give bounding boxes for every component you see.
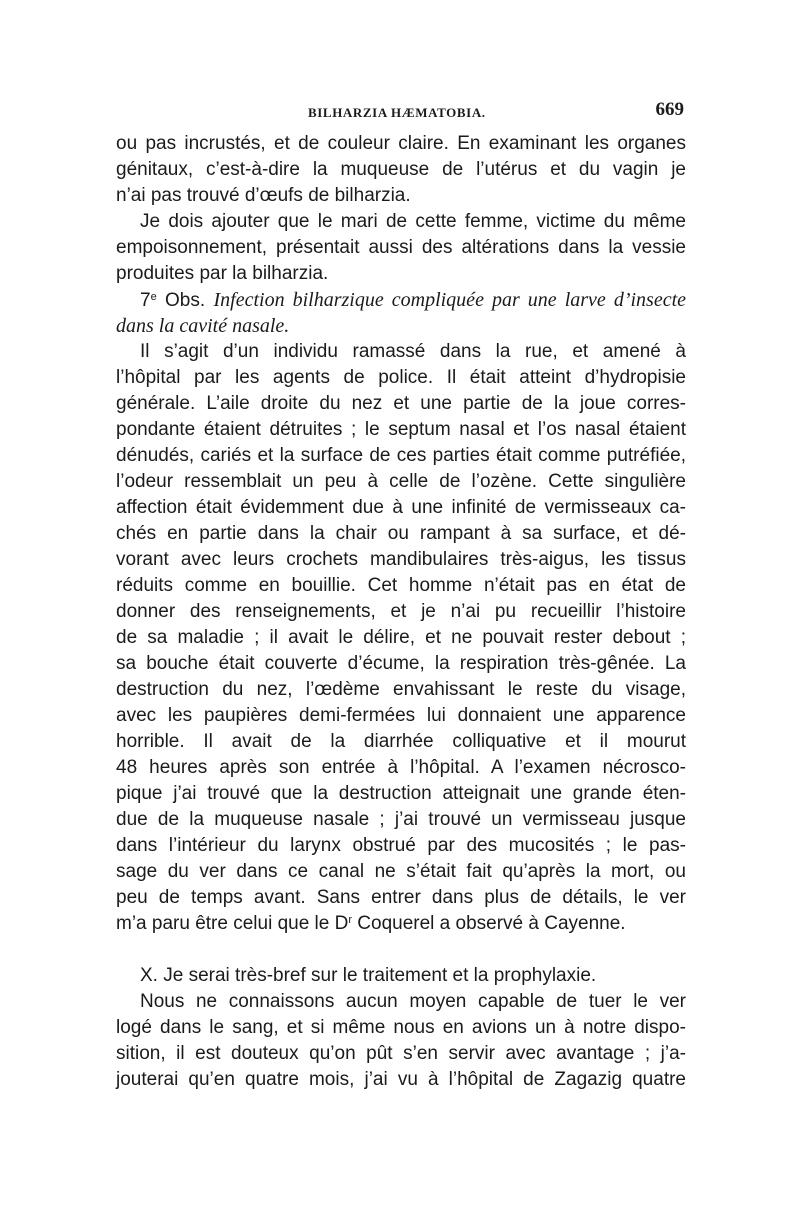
observation-title: Infection bilharzique compliquée par une larve d’insecte bbox=[213, 289, 687, 311]
section-gap bbox=[116, 937, 686, 963]
text-line: chés en partie dans la chair ou rampant à sa surface, et dé- bbox=[116, 523, 686, 544]
text-line: due de la muqueuse nasale ; j’ai trouvé un vermisseau jusque bbox=[116, 809, 686, 830]
running-head: BILHARZIA HÆMATOBIA. bbox=[308, 105, 486, 120]
page-header bbox=[118, 97, 684, 127]
text-line: pondante étaient détruites ; le septum nasal et l’os nasal étaient bbox=[116, 419, 686, 440]
text-line: Il s’agit d’un individu ramassé dans la rue, et amené à bbox=[140, 341, 686, 362]
text-line: réduits comme en bouillie. Cet homme n’était pas en état de bbox=[116, 575, 686, 596]
text-line: jouterai qu’en quatre mois, j’ai vu à l’hôpital de Zagazig quatre bbox=[116, 1069, 686, 1090]
text-line: produites par la bilharzia. bbox=[116, 263, 329, 284]
doctor-abbrev-superscript: r bbox=[348, 914, 353, 926]
text-line: génitaux, c’est-à-dire la muqueuse de l’utérus et du vagin je bbox=[116, 159, 686, 180]
text-line: ou pas incrustés, et de couleur claire. En examinant les organes bbox=[116, 133, 686, 154]
text-line: pique j’ai trouvé que la destruction atteignait une grande éten- bbox=[116, 783, 686, 804]
observation-heading bbox=[116, 287, 686, 313]
observation-title-continued: dans la cavité nasale. bbox=[116, 315, 290, 337]
text-line-part: m’a paru être celui que le D bbox=[116, 913, 349, 934]
text-line bbox=[116, 911, 686, 937]
text-line: logé dans le sang, et si même nous en avions un à notre dispo- bbox=[116, 1017, 686, 1038]
observation-number-superscript: e bbox=[150, 291, 157, 303]
text-line: avec les paupières demi-fermées lui donnaient une apparence bbox=[116, 705, 686, 726]
text-line: horrible. Il avait de la diarrhée colliquative et il mourut bbox=[116, 731, 686, 752]
text-line: n’ai pas trouvé d’œufs de bilharzia. bbox=[116, 185, 411, 206]
page-number: 669 bbox=[655, 99, 684, 120]
text-line: l’odeur ressemblait un peu à celle de l’ozène. Cette singulière bbox=[116, 471, 686, 492]
text-line: l’hôpital par les agents de police. Il était atteint d’hydropisie bbox=[116, 367, 686, 388]
text-line: donner des renseignements, et je n’ai pu recueillir l’histoire bbox=[116, 601, 686, 622]
text-line: sage du ver dans ce canal ne s’était fait qu’après la mort, ou bbox=[116, 861, 686, 882]
page-body bbox=[116, 131, 686, 1093]
text-line: Je dois ajouter que le mari de cette femme, victime du même bbox=[140, 211, 686, 232]
section-heading: X. Je serai très-bref sur le traitement et la prophylaxie. bbox=[140, 965, 597, 986]
text-line: empoisonnement, présentait aussi des altérations dans la vessie bbox=[116, 237, 686, 258]
text-line: 48 heures après son entrée à l’hôpital. A l’examen nécrosco- bbox=[116, 757, 686, 778]
text-line: affection était évidemment due à une infinité de vermisseaux ca- bbox=[116, 497, 686, 518]
text-line: générale. L’aile droite du nez et une partie de la joue corres- bbox=[116, 393, 686, 414]
text-line: destruction du nez, l’œdème envahissant le reste du visage, bbox=[116, 679, 686, 700]
text-line: sa bouche était couverte d’écume, la respiration très-gênée. La bbox=[116, 653, 686, 674]
text-line: Nous ne connaissons aucun moyen capable de tuer le ver bbox=[140, 991, 686, 1012]
text-line: vorant avec leurs crochets mandibulaires très-aigus, les tissus bbox=[116, 549, 686, 570]
observation-label: Obs. bbox=[156, 290, 206, 311]
text-line: dénudés, cariés et la surface de ces parties était comme putréfiée, bbox=[116, 445, 686, 466]
observation-number: 7 bbox=[140, 290, 151, 311]
text-line: sition, il est douteux qu’on pût s’en servir avec avantage ; j’a- bbox=[116, 1043, 686, 1064]
text-line-part: Coquerel a observé à Cayenne. bbox=[352, 913, 626, 934]
text-line: peu de temps avant. Sans entrer dans plus de détails, le ver bbox=[116, 887, 686, 908]
text-line: de sa maladie ; il avait le délire, et ne pouvait rester debout ; bbox=[116, 627, 686, 648]
text-line: dans l’intérieur du larynx obstrué par des mucosités ; le pas- bbox=[116, 835, 686, 856]
